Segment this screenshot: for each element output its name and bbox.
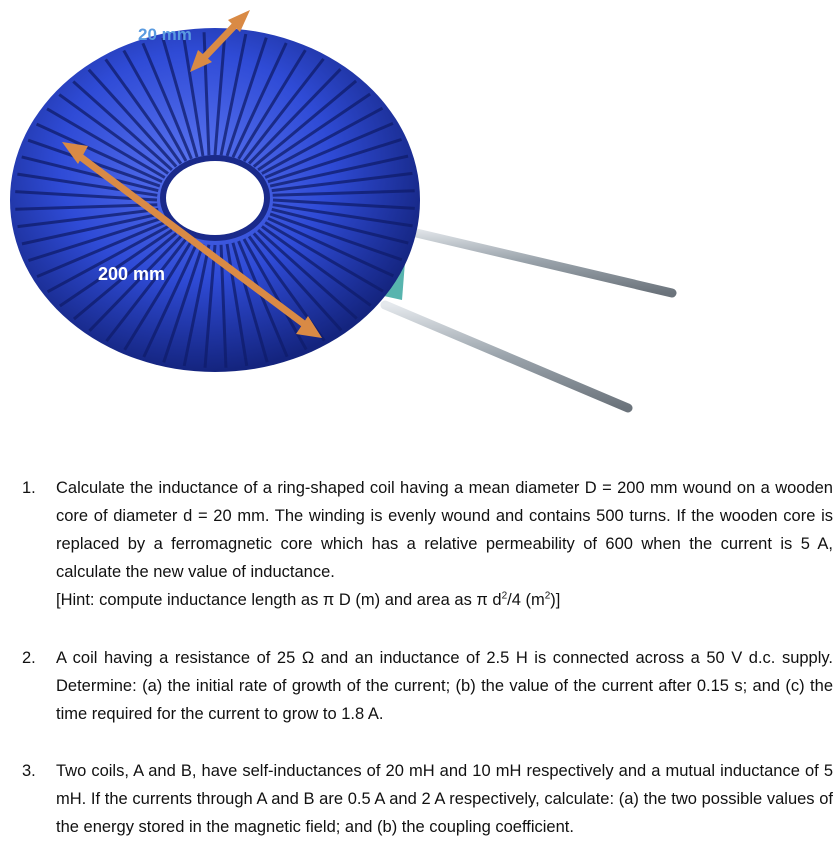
problem-text bbox=[56, 474, 833, 614]
label-wire-diameter: 20 mm bbox=[138, 25, 192, 44]
problem-number: 1. bbox=[22, 479, 36, 497]
problem-number: 3. bbox=[22, 762, 36, 780]
problem-body: Calculate the inductance of a ring-shaped coil having a mean diameter D = 200 mm wound on a wooden core of diameter d = 20 mm. The winding is evenly wound and contains 500 turns. If the wooden core is replaced by a ferromagnetic core which has a relative permeability of 600 when the current is 5 A, calculate the new value of inductance. bbox=[56, 479, 833, 581]
label-mean-diameter: 200 mm bbox=[98, 264, 166, 284]
problem-number: 2. bbox=[22, 649, 36, 667]
toroid-body bbox=[10, 28, 420, 372]
problem-text: A coil having a resistance of 25 Ω and an inductance of 2.5 H is connected across a 50 V d.c. supply. Determine: (a) the initial rate of growth of the current; (b) the value of the current after 0.15 s; and (c) the time required for the current to grow to 1.8 A. bbox=[56, 649, 833, 723]
problem-hint: [Hint: compute inductance length as π D (m) and area as π $d^2/4$ $(m^2)$] bbox=[56, 590, 561, 609]
problem-text: Two coils, A and B, have self-inductances of 20 mH and 10 mH respectively and a mutual inductance of 5 mH. If the currents through A and B are 0.5 A and 2 A respectively, calculate: (a) the two possible values of the energy stored in the magnetic field; and (b) the coupling coefficient. bbox=[56, 762, 833, 836]
wire-leads bbox=[375, 228, 672, 408]
